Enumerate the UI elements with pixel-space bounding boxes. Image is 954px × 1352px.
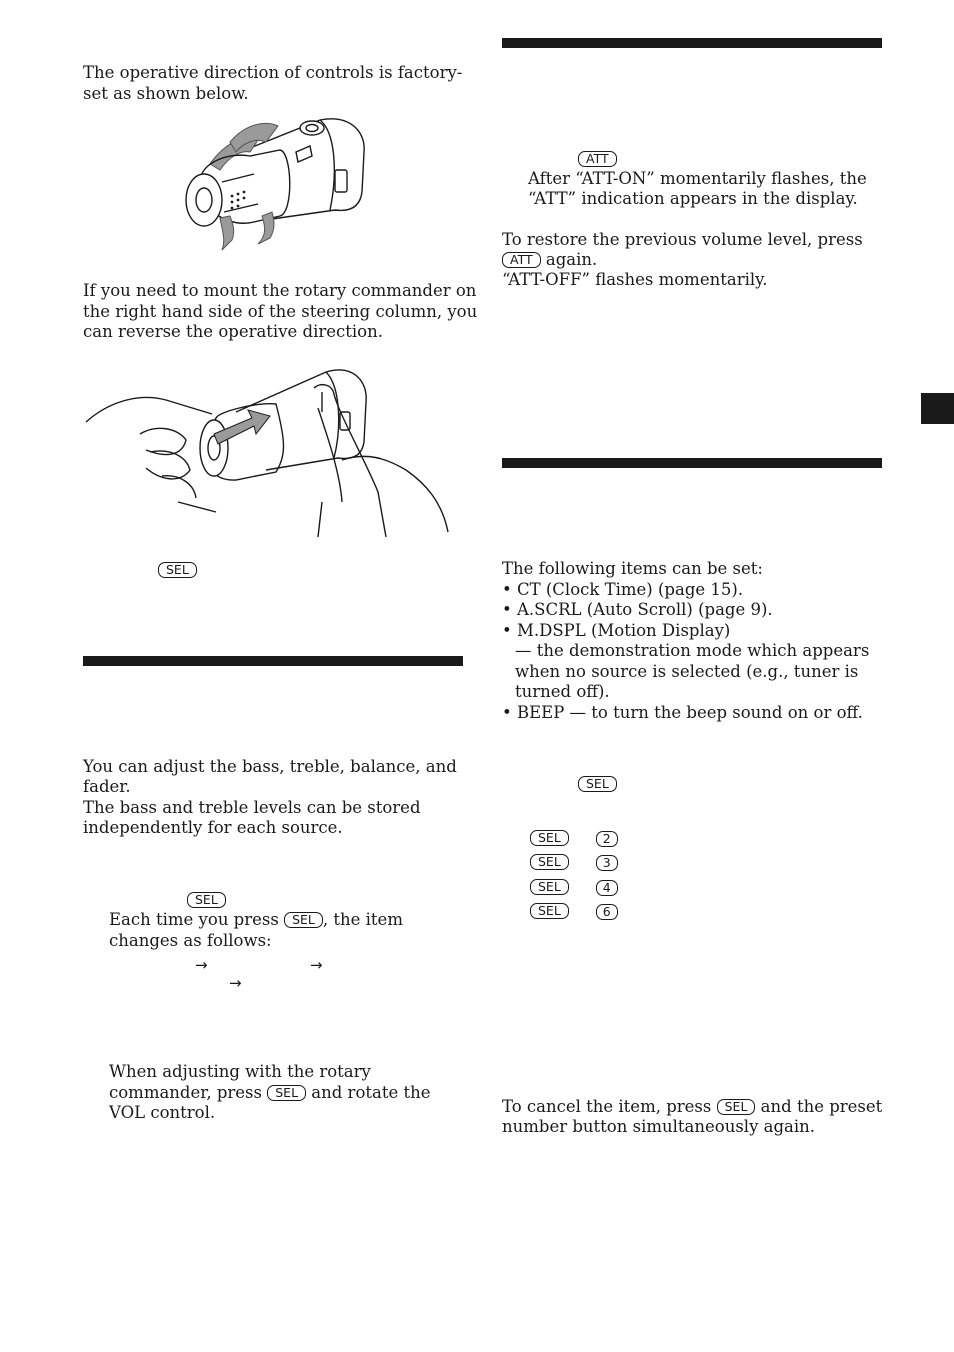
section-rule-setup bbox=[502, 458, 882, 468]
rotary-commander-illustration bbox=[170, 112, 370, 252]
step1-key-label bbox=[187, 890, 226, 911]
sel-key[interactable]: SEL bbox=[717, 1099, 756, 1115]
sel-key[interactable]: SEL bbox=[530, 879, 569, 895]
sel-key[interactable]: SEL bbox=[284, 912, 323, 928]
cancel-text-a: To cancel the item, press bbox=[502, 1097, 712, 1116]
page-tab-marker bbox=[921, 393, 954, 424]
reverse-direction-illustration bbox=[86, 352, 451, 537]
note-line-3: VOL control. bbox=[109, 1103, 216, 1122]
note-text-a: commander, press bbox=[109, 1083, 262, 1102]
items-intro: The following items can be set: bbox=[502, 559, 763, 578]
arrow-2: → bbox=[310, 956, 323, 974]
cancel-text-b: and the preset bbox=[760, 1097, 883, 1116]
note-line-1: When adjusting with the rotary bbox=[109, 1062, 371, 1081]
att-key[interactable]: ATT bbox=[502, 252, 541, 268]
each-time-line bbox=[109, 910, 403, 931]
section-rule-att bbox=[502, 38, 882, 48]
preset-6-button[interactable]: 6 bbox=[596, 904, 618, 920]
each-time-text: Each time you press bbox=[109, 910, 279, 929]
combo-row-4 bbox=[530, 901, 618, 922]
sel-key[interactable]: SEL bbox=[530, 903, 569, 919]
bullet-ct: • CT (Clock Time) (page 15). bbox=[502, 580, 744, 599]
combo-row-2 bbox=[530, 852, 618, 873]
combo-row-1 bbox=[530, 828, 618, 849]
section-rule-sound bbox=[83, 656, 463, 666]
cancel-line-1 bbox=[502, 1097, 882, 1118]
att-key[interactable]: ATT bbox=[578, 151, 617, 167]
att-off-text: “ATT-OFF” flashes momentarily. bbox=[502, 270, 768, 289]
sel-key[interactable]: SEL bbox=[187, 892, 226, 908]
reverse-line-3: can reverse the operative direction. bbox=[83, 322, 383, 341]
adjust-line-3: The bass and treble levels can be stored bbox=[83, 798, 421, 817]
sel-key[interactable]: SEL bbox=[267, 1085, 306, 1101]
bullet-mdspl: • M.DSPL (Motion Display) bbox=[502, 621, 731, 640]
sel-key[interactable]: SEL bbox=[578, 776, 617, 792]
adjust-line-4: independently for each source. bbox=[83, 818, 343, 837]
restore-again: again. bbox=[545, 250, 598, 269]
after-att-line-2: “ATT” indication appears in the display. bbox=[528, 189, 858, 208]
sel-key[interactable]: SEL bbox=[530, 854, 569, 870]
arrow-3: → bbox=[229, 974, 242, 992]
preset-2-button[interactable]: 2 bbox=[596, 831, 618, 847]
att-key-label bbox=[578, 149, 617, 170]
intro-line-1: The operative direction of controls is factory- bbox=[83, 63, 463, 82]
sel-key[interactable]: SEL bbox=[158, 562, 197, 578]
bullet-beep: • BEEP — to turn the beep sound on or off. bbox=[502, 703, 863, 722]
restore-line-2 bbox=[502, 250, 597, 271]
setup-sel-label bbox=[578, 774, 617, 795]
sel-button-label bbox=[158, 560, 197, 581]
reverse-line-1: If you need to mount the rotary commander on bbox=[83, 281, 477, 300]
preset-4-button[interactable]: 4 bbox=[596, 880, 618, 896]
arrow-1: → bbox=[195, 956, 208, 974]
note-line-2 bbox=[109, 1083, 431, 1104]
mdspl-desc-3: turned off). bbox=[515, 682, 610, 701]
adjust-line-1: You can adjust the bass, treble, balance, and bbox=[83, 757, 457, 776]
bullet-ascrl: • A.SCRL (Auto Scroll) (page 9). bbox=[502, 600, 773, 619]
each-time-text-2: , the item bbox=[322, 910, 403, 929]
mdspl-desc-2: when no source is selected (e.g., tuner is bbox=[515, 662, 859, 681]
changes-as-follows: changes as follows: bbox=[109, 931, 272, 950]
restore-line-1: To restore the previous volume level, press bbox=[502, 230, 863, 249]
intro-line-2: set as shown below. bbox=[83, 84, 249, 103]
cancel-line-2: number button simultaneously again. bbox=[502, 1117, 816, 1136]
preset-3-button[interactable]: 3 bbox=[596, 855, 618, 871]
mdspl-desc-1: — the demonstration mode which appears bbox=[515, 641, 870, 660]
combo-row-3 bbox=[530, 877, 618, 898]
note-text-b: and rotate the bbox=[311, 1083, 431, 1102]
adjust-line-2: fader. bbox=[83, 777, 131, 796]
after-att-line-1: After “ATT-ON” momentarily flashes, the bbox=[528, 169, 867, 188]
sel-key[interactable]: SEL bbox=[530, 830, 569, 846]
reverse-line-2: the right hand side of the steering column, you bbox=[83, 302, 478, 321]
